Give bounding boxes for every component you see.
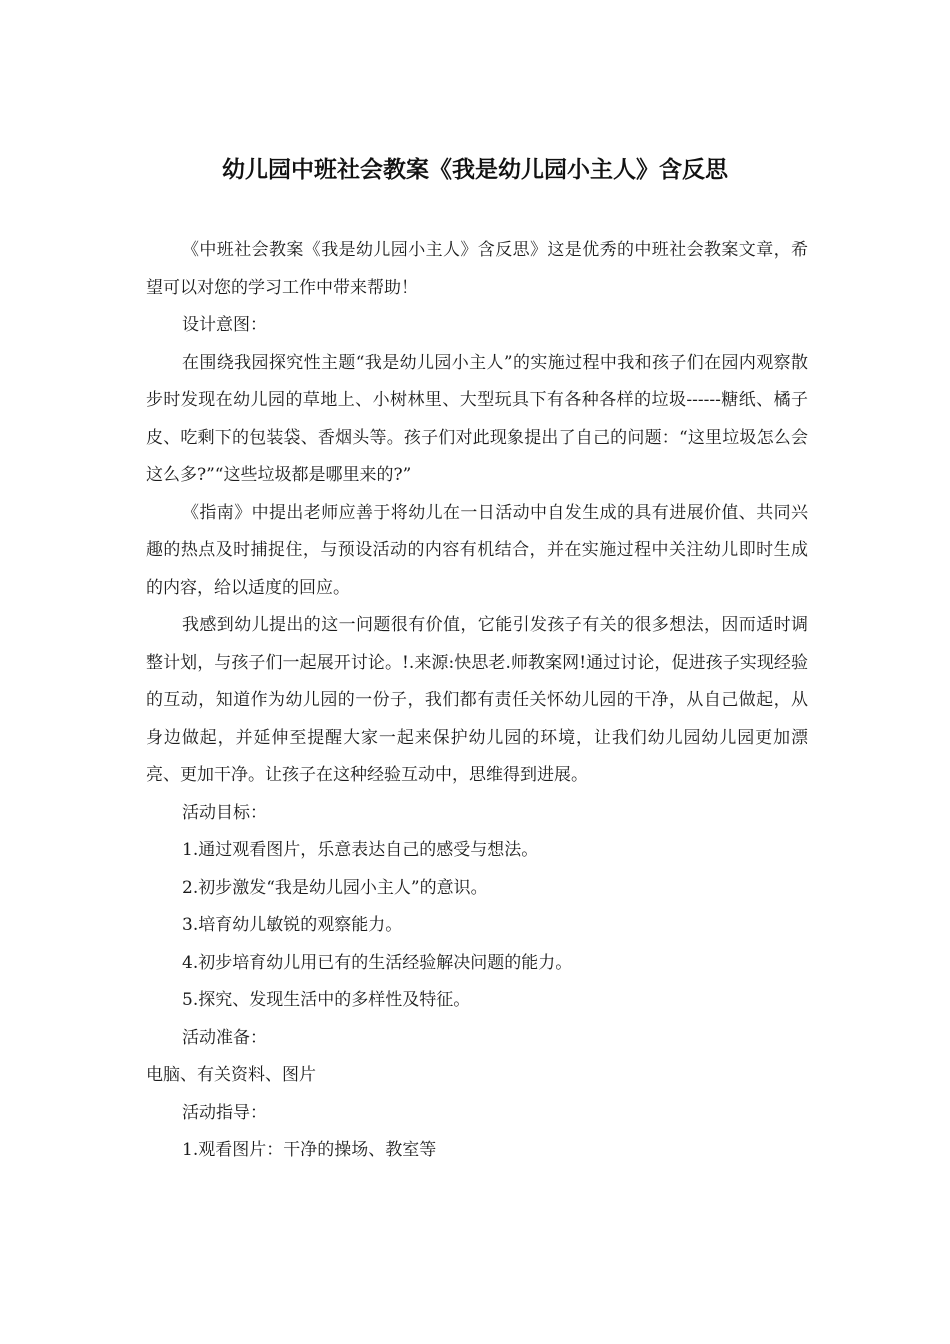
goals-heading: 活动目标： xyxy=(182,802,267,823)
document-body xyxy=(146,232,808,1170)
prep-items: 电脑、有关资料、图片 xyxy=(146,1065,316,1085)
design-paragraph-1: 在围绕我园探究性主题“我是幼儿园小主人”的实施过程中我和孩子们在园内观察散步时发现在幼儿园的草地上、小树林里、大型玩具下有各种各样的垃圾------糖纸、橘子皮、吃剩下的包装袋、香烟头等。孩子们对此现象提出了自己的问题：“这里垃圾怎么会这么多?”“这些垃圾都是哪里来的?” xyxy=(146,352,808,485)
design-paragraph-2: 《指南》中提出老师应善于将幼儿在一日活动中自发生成的具有进展价值、共同兴趣的热点及时捕捉住，与预设活动的内容有机结合，并在实施过程中关注幼儿即时生成的内容，给以适度的回应。 xyxy=(146,502,808,598)
goal-item-5: 5.探究、发现生活中的多样性及特征。 xyxy=(182,990,471,1010)
goal-item-3: 3.培育幼儿敏锐的观察能力。 xyxy=(182,915,403,935)
document-title: 幼儿园中班社会教案《我是幼儿园小主人》含反思 xyxy=(222,157,728,183)
design-heading: 设计意图： xyxy=(182,315,267,335)
prep-heading: 活动准备： xyxy=(182,1027,267,1048)
design-paragraph-3: 我感到幼儿提出的这一问题很有价值，它能引发孩子有关的很多想法，因而适时调整计划，与孩子们一起展开讨论。!.来源:快思老.师教案网!通过讨论，促进孩子实现经验的互动，知道作为幼儿园的一份子，我们都有责任关怀幼儿园的干净，从自己做起，从身边做起，并延伸至提醒大家一起来保护幼儿园的环境，让我们幼儿园幼儿园更加漂亮、更加干净。让孩子在这种经验互动中，思维得到进展。 xyxy=(146,615,808,785)
guide-step-1: 1.观看图片：干净的操场、教室等 xyxy=(182,1140,437,1160)
intro-paragraph: 《中班社会教案《我是幼儿园小主人》含反思》这是优秀的中班社会教案文章，希望可以对您的学习工作中带来帮助！ xyxy=(146,240,808,298)
goal-item-1: 1.通过观看图片，乐意表达自己的感受与想法。 xyxy=(182,840,539,860)
guide-heading: 活动指导： xyxy=(182,1102,267,1123)
goal-item-2: 2.初步激发“我是幼儿园小主人”的意识。 xyxy=(182,877,488,898)
goal-item-4: 4.初步培育幼儿用已有的生活经验解决问题的能力。 xyxy=(182,952,573,973)
